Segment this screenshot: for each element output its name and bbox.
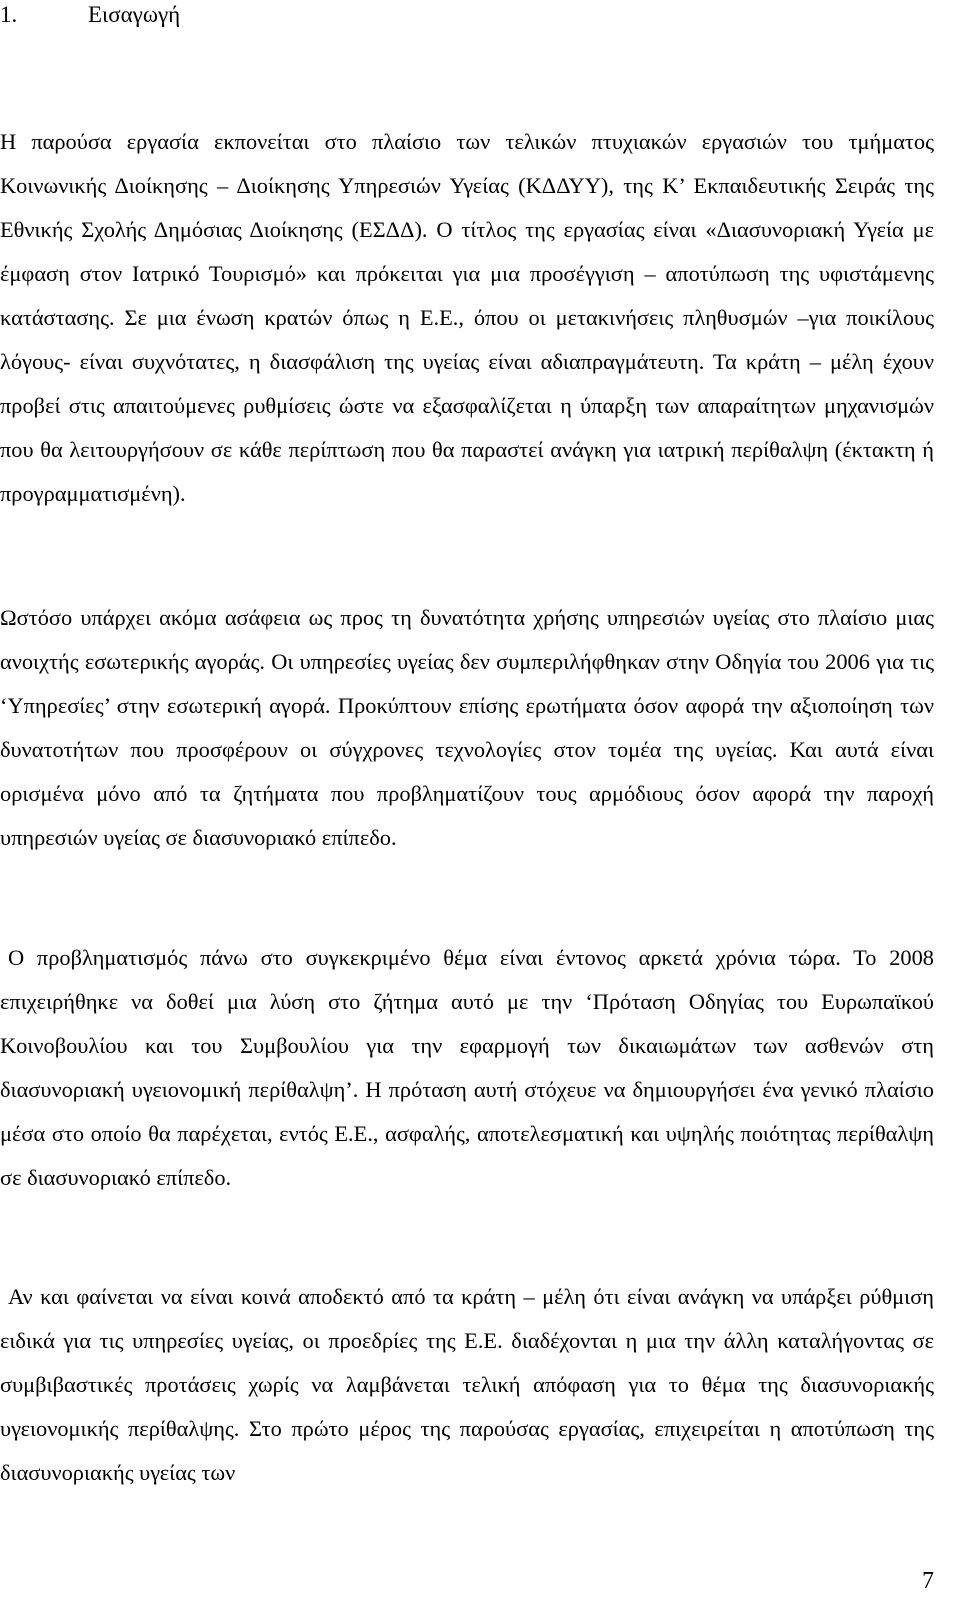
paragraph-2: Ωστόσο υπάρχει ακόμα ασάφεια ως προς τη δυνατότητα χρήσης υπηρεσιών υγείας στο πλαίσιο μιας ανοιχτής εσωτερικής αγοράς. Οι υπηρεσίες υγείας δεν συμπεριλήφθηκαν στην Οδηγία του 2006 για τις ‘Υπηρεσίες’ στην εσωτερική αγορά. Προκύπτουν επίσης ερωτήματα όσον αφορά την αξιοποίηση των δυνατοτήτων που προσφέρουν οι σύγχρονες τεχνολογίες στον τομέα της υγείας. Και αυτά είναι ορισμένα μόνο από τα ζητήματα που προβληματίζουν τους αρμόδιους όσον αφορά την παροχή υπηρεσιών υγείας σε διασυνοριακό επίπεδο. (0, 605, 934, 850)
paragraph-4: Αν και φαίνεται να είναι κοινά αποδεκτό από τα κράτη – μέλη ότι είναι ανάγκη να υπάρξει ρύθμιση ειδικά για τις υπηρεσίες υγείας, οι προεδρίες της Ε.Ε. διαδέχονται η μια την άλλη καταλήγοντας σε συμβιβαστικές προτάσεις χωρίς να λαμβάνεται τελική απόφαση για το θέμα της διασυνοριακής υγειονομικής περίθαλψης. Στο πρώτο μέρος της παρούσας εργασίας, επιχειρείται η αποτύπωση της διασυνοριακής υγείας των (0, 1284, 934, 1485)
page-number: 7 (922, 1568, 934, 1594)
paragraph-3: Ο προβληματισμός πάνω στο συγκεκριμένο θέμα είναι έντονος αρκετά χρόνια τώρα. Το 2008 επιχειρήθηκε να δοθεί μια λύση στο ζήτημα αυτό με την ‘Πρόταση Οδηγίας του Ευρωπαϊκού Κοινοβουλίου και του Συμβουλίου για την εφαρμογή των δικαιωμάτων των ασθενών στη διασυνοριακή υγειονομική περίθαλψη’. Η πρόταση αυτή στόχευε να δημιουργήσει ένα γενικό πλαίσιο μέσα στο οποίο θα παρέχεται, εντός Ε.Ε., ασφαλής, αποτελεσματική και υψηλής ποιότητας περίθαλψη σε διασυνοριακό επίπεδο. (0, 945, 934, 1190)
section-number: 1. (0, 2, 18, 27)
section-heading (0, 0, 180, 30)
paragraph-1: Η παρούσα εργασία εκπονείται στο πλαίσιο των τελικών πτυχιακών εργασιών του τμήματος Κοινωνικής Διοίκησης – Διοίκησης Υπηρεσιών Υγείας (ΚΔΔΥΥ), της Κ’ Εκπαιδευτικής Σειράς της Εθνικής Σχολής Δημόσιας Διοίκησης (ΕΣΔΔ). Ο τίτλος της εργασίας είναι «Διασυνοριακή Υγεία με έμφαση στον Ιατρικό Τουρισμό» και πρόκειται για μια προσέγγιση – αποτύπωση της υφιστάμενης κατάστασης. Σε μια ένωση κρατών όπως η Ε.Ε., όπου οι μετακινήσεις πληθυσμών –για ποικίλους λόγους- είναι συχνότατες, η διασφάλιση της υγείας είναι αδιαπραγμάτευτη. Τα κράτη – μέλη έχουν προβεί στις απαιτούμενες ρυθμίσεις ώστε να εξασφαλίζεται η ύπαρξη των απαραίτητων μηχανισμών που θα λειτουργήσουν σε κάθε περίπτωση που θα παραστεί ανάγκη για ιατρική περίθαλψη (έκτακτη ή προγραμματισμένη). (0, 129, 934, 506)
section-title: Εισαγωγή (88, 2, 181, 27)
